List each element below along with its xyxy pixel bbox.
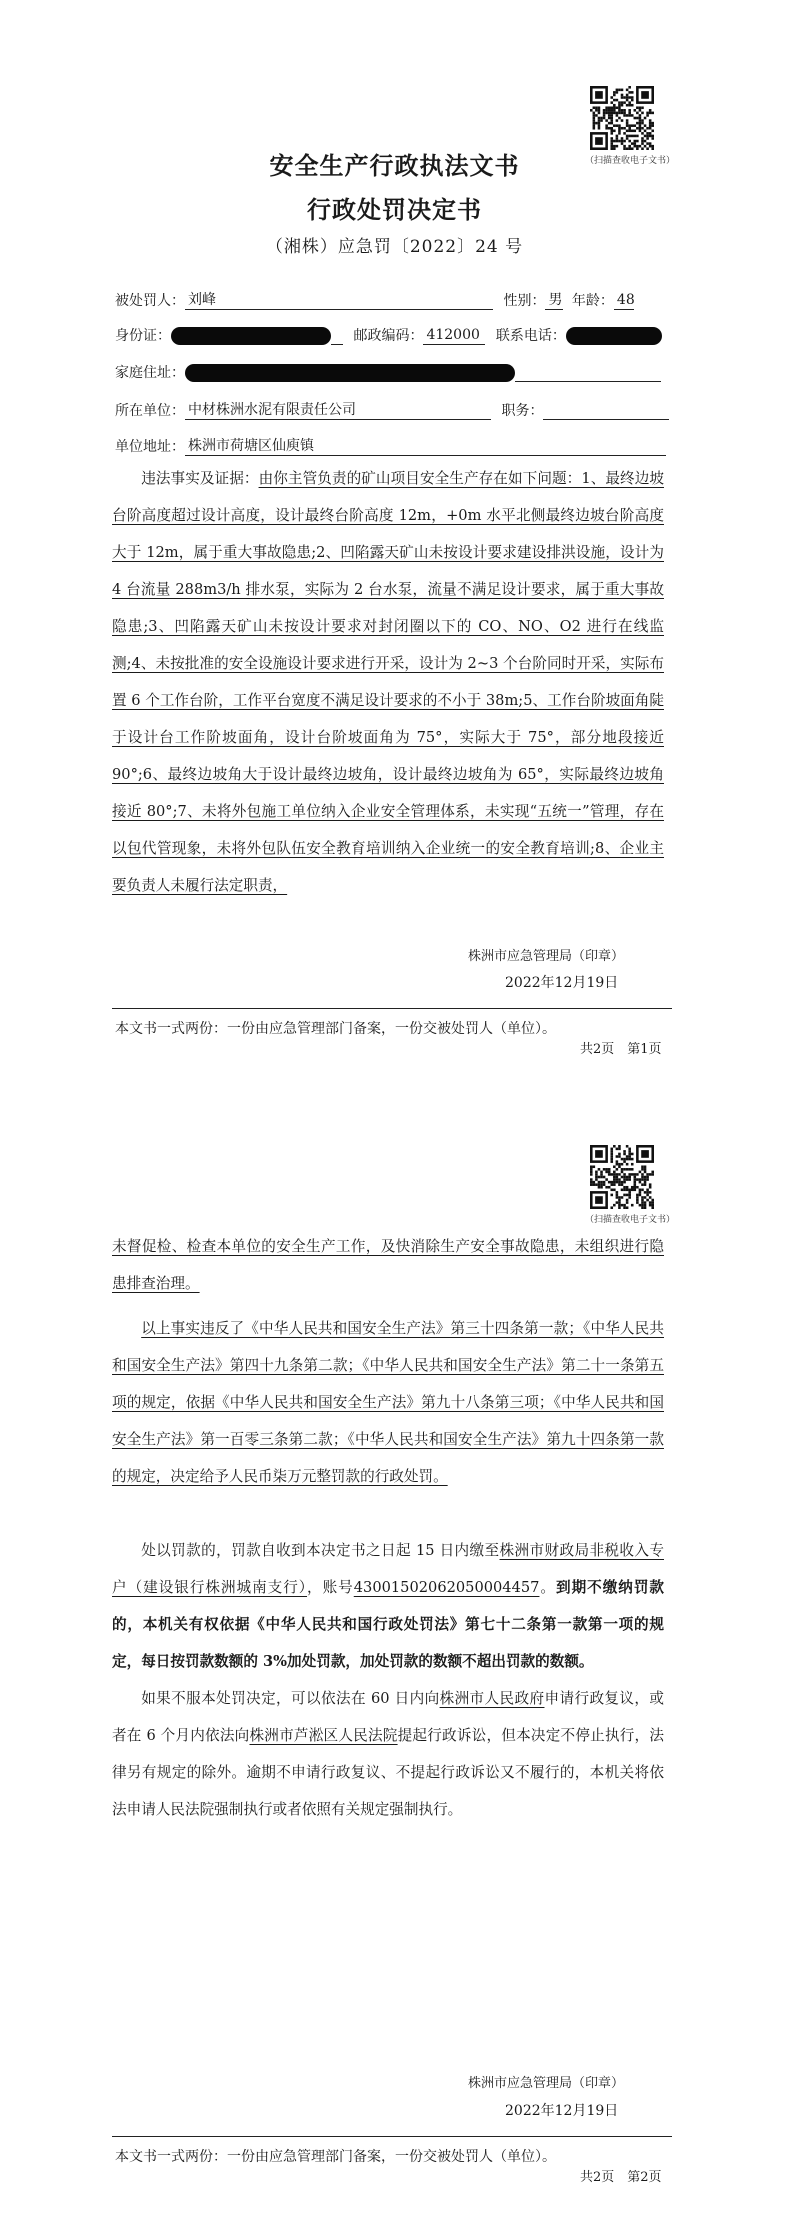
gender-value: 男 bbox=[545, 291, 563, 310]
address-redaction bbox=[185, 364, 515, 382]
unit-address-row bbox=[115, 436, 666, 456]
qr-caption: （扫描查收电子文书） bbox=[584, 1215, 675, 1225]
address-label: 家庭住址： bbox=[115, 365, 185, 381]
document-page-1 bbox=[0, 0, 789, 1100]
name-value: 刘峰 bbox=[185, 291, 493, 310]
unit-address-label: 单位地址： bbox=[115, 439, 185, 455]
page-info: 共2页 第1页 bbox=[580, 1042, 662, 1057]
qr-caption: （扫描查收电子文书） bbox=[584, 156, 675, 166]
late-penalty-text: 到期不缴纳罚款的，本机关有权依据《中华人民共和国行政处罚法》第七十二条第一款第一项的规定，每日按罚款数额的 3%加处罚款，加处罚款的数额不超出罚款的数额。 bbox=[112, 1579, 664, 1670]
employer-label: 所在单位： bbox=[115, 403, 185, 419]
unit-address-value: 株洲市荷塘区仙庾镇 bbox=[185, 437, 666, 456]
account-number: 43001502062050004457 bbox=[353, 1579, 540, 1596]
phone-label: 联系电话： bbox=[495, 328, 566, 344]
document-page-2 bbox=[0, 1100, 789, 2236]
position-value bbox=[543, 401, 669, 420]
continuation-text: 未督促检、检查本单位的安全生产工作，及快消除生产安全事故隐患，未组织进行隐患排查治理。 bbox=[112, 1238, 664, 1292]
appeal-court: 株洲市芦淞区人民法院 bbox=[249, 1727, 398, 1744]
payment-bank: 株洲市财政局非税收入专户（建设银行株洲城南支行） bbox=[112, 1542, 664, 1596]
age-value: 48 bbox=[614, 291, 634, 310]
issue-date: 2022年12月19日 bbox=[505, 2103, 619, 2119]
qr-code-icon[interactable] bbox=[590, 86, 654, 150]
facts-paragraph bbox=[112, 460, 664, 904]
signature: 株洲市应急管理局（印章） bbox=[468, 2076, 625, 2091]
offender-row bbox=[115, 290, 634, 310]
id-redaction bbox=[171, 327, 331, 345]
header-title: 安全生产行政执法文书 bbox=[269, 151, 520, 180]
continuation-paragraph bbox=[112, 1228, 664, 1302]
appeal-text: 如果不服本处罚决定，可以依法在 60 日内向 bbox=[141, 1690, 440, 1707]
signature: 株洲市应急管理局（印章） bbox=[468, 949, 625, 964]
page-info: 共2页 第2页 bbox=[580, 2170, 662, 2185]
footer-divider bbox=[112, 1008, 672, 1009]
phone-redaction bbox=[566, 327, 662, 345]
address-row bbox=[115, 362, 661, 382]
age-label: 年龄： bbox=[571, 293, 614, 309]
gender-label: 性别： bbox=[503, 293, 546, 309]
position-label: 职务： bbox=[501, 403, 544, 419]
appeal-paragraph: 如果不服本处罚决定，可以依法在 60 日内向株洲市人民政府申请行政复议，或者在 6 个月内依法向株洲市芦淞区人民法院提起行政诉讼，但本决定不停止执行，法律另有规定的除外。逾期不申请行政复议、不提起行政诉讼又不履行的，本机关将依法申请人民法院强制执行或者依照有关规定强制执行。 bbox=[112, 1690, 664, 1818]
facts-lead: 违法事实及证据： bbox=[141, 470, 259, 487]
id-label: 身份证： bbox=[115, 328, 171, 344]
qr-code-icon[interactable] bbox=[590, 1145, 654, 1209]
footer-divider bbox=[112, 2136, 672, 2137]
name-label: 被处罚人： bbox=[115, 293, 185, 309]
postal-label: 邮政编码： bbox=[353, 328, 424, 344]
footer-note: 本文书一式两份：一份由应急管理部门备案，一份交被处罚人（单位）。 bbox=[115, 1021, 556, 1037]
employer-value: 中材株洲水泥有限责任公司 bbox=[185, 401, 491, 420]
issue-date: 2022年12月19日 bbox=[505, 975, 619, 991]
facts-text: 由你主管负责的矿山项目安全生产存在如下问题：1、最终边坡台阶高度超过设计高度，设计最终台阶高度 12m，+0m 水平北侧最终边坡台阶高度大于 12m，属于重大事故隐患;2、凹陷露天矿山未按设计要求建设排洪设施，设计为 4 台流量 288m3/h 排水泵，实际为 2 台水泵，流量不满足设计要求，属于重大事故隐患;3、凹陷露天矿山未按设计要求对封闭圈以下的 CO、NO、O2 进行在线监测;4、未按批准的安全设施设计要求进行开采，设计为 2~3 个台阶同时开采，实际布置 6 个工作台阶，工作平台宽度不满足设计要求的不小于 38m;5、工作台阶坡面角陡于设计台工作阶坡面角，设计台阶坡面角为 75°，实际大于 75°，部分地段接近 90°;6、最终边坡角大于设计最终边坡角，设计最终边坡角为 65°，实际最终边坡角接近 80°;7、未将外包施工单位纳入企业安全管理体系，未实现“五统一”管理，存在以包代管现象，未将外包队伍安全教育培训纳入企业统一的安全教育培训;8、企业主要负责人未履行法定职责， bbox=[112, 470, 664, 894]
legal-basis-paragraph bbox=[112, 1310, 664, 1495]
postal-value: 412000 bbox=[423, 326, 485, 345]
payment-paragraph: 处以罚款的，罚款自收到本决定书之日起 15 日内缴至株洲市财政局非税收入专户（建设银行株洲城南支行），账号43001502062050004457。到期不缴纳罚款的，本机关有权依据《中华人民共和国行政处罚法》第七十二条第一款第一项的规定，每日按罚款数额的 3%加处罚款，加处罚款的数额不超出罚款的数额。 bbox=[112, 1542, 664, 1670]
employer-row bbox=[115, 400, 669, 420]
doc-number: （湘株）应急罚〔2022〕24 号 bbox=[265, 237, 524, 257]
payment-text: 处以罚款的，罚款自收到本决定书之日起 15 日内缴至 bbox=[141, 1542, 500, 1559]
footer-note: 本文书一式两份：一份由应急管理部门备案，一份交被处罚人（单位）。 bbox=[115, 2149, 556, 2165]
account-label: ，账号 bbox=[307, 1579, 354, 1596]
legal-basis-text: 以上事实违反了《中华人民共和国安全生产法》第三十四条第一款；《中华人民共和国安全生产法》第四十九条第二款；《中华人民共和国安全生产法》第二十一条第五项的规定，依据《中华人民共和国安全生产法》第九十八条第三项；《中华人民共和国安全生产法》第一百零三条第二款；《中华人民共和国安全生产法》第九十四条第一款的规定，决定给予人民币柒万元整罚款的行政处罚。 bbox=[112, 1320, 664, 1485]
doc-title: 行政处罚决定书 bbox=[307, 195, 482, 224]
id-row bbox=[115, 325, 662, 345]
appeal-government: 株洲市人民政府 bbox=[439, 1690, 545, 1707]
